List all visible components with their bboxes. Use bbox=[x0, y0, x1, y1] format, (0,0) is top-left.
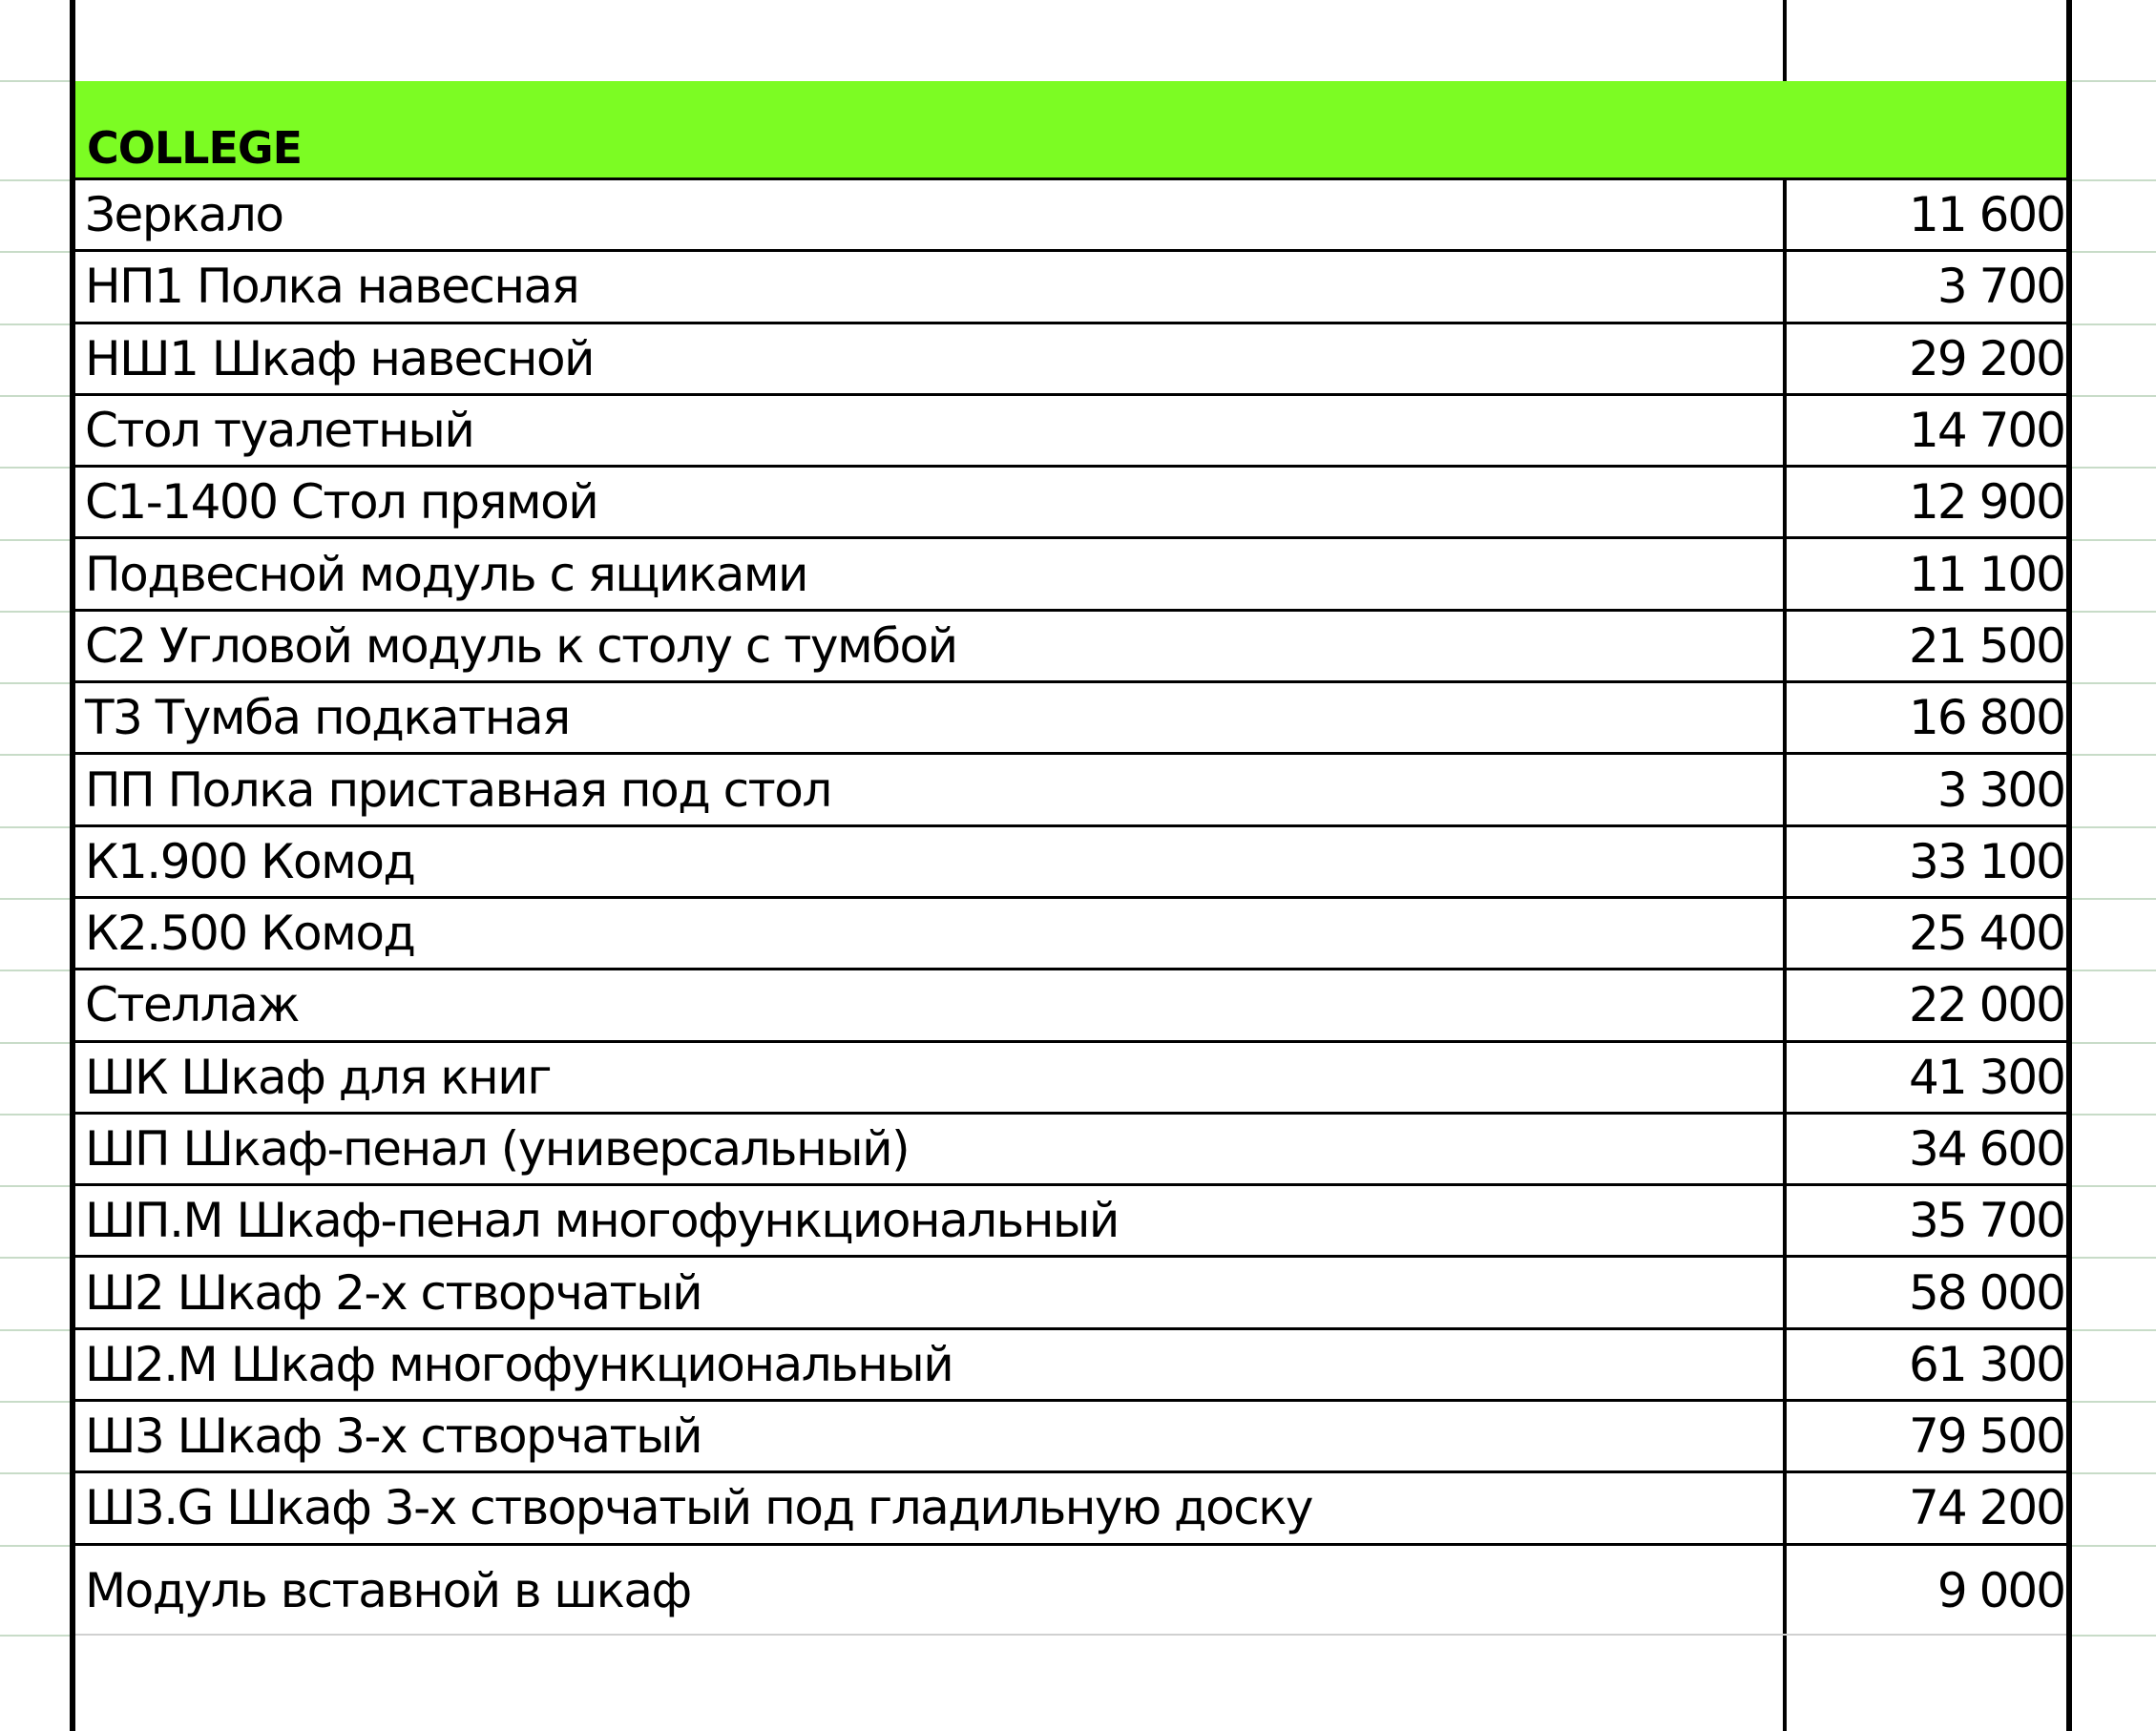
product-price-cell[interactable]: 35 700 bbox=[1909, 1193, 2064, 1249]
product-price-cell[interactable]: 61 300 bbox=[1909, 1336, 2064, 1392]
table-row[interactable] bbox=[75, 1330, 2066, 1402]
table-row[interactable] bbox=[75, 970, 2066, 1042]
table-row[interactable] bbox=[75, 1402, 2066, 1473]
table-row[interactable] bbox=[75, 468, 2066, 539]
product-name-cell[interactable]: Подвесной модуль с ящиками bbox=[85, 546, 808, 602]
product-price-cell[interactable]: 3 300 bbox=[1936, 761, 2064, 818]
product-price-cell[interactable]: 29 200 bbox=[1909, 330, 2064, 386]
product-name-cell[interactable]: Ш2.М Шкаф многофункциональный bbox=[85, 1336, 953, 1392]
table-row[interactable] bbox=[75, 1043, 2066, 1115]
table-row[interactable] bbox=[75, 899, 2066, 970]
product-name-cell[interactable]: Модуль вставной в шкаф bbox=[85, 1562, 691, 1618]
product-price-cell[interactable]: 11 600 bbox=[1909, 187, 2064, 243]
table-row[interactable] bbox=[75, 180, 2066, 252]
product-price-cell[interactable]: 33 100 bbox=[1909, 833, 2064, 889]
table-row[interactable] bbox=[75, 396, 2066, 468]
table-row[interactable] bbox=[75, 252, 2066, 323]
product-price-cell[interactable]: 74 200 bbox=[1909, 1480, 2064, 1536]
product-price-cell[interactable]: 12 900 bbox=[1909, 474, 2064, 531]
product-price-cell[interactable]: 9 000 bbox=[1936, 1562, 2064, 1618]
product-name-cell[interactable]: С1-1400 Стол прямой bbox=[85, 474, 598, 531]
table-row[interactable] bbox=[75, 827, 2066, 899]
product-name-cell[interactable]: С2 Угловой модуль к столу с тумбой bbox=[85, 617, 957, 674]
product-name-cell[interactable]: Зеркало bbox=[85, 187, 283, 243]
category-header-row[interactable] bbox=[75, 81, 2066, 180]
table-row[interactable] bbox=[75, 683, 2066, 755]
product-name-cell[interactable]: Ш3.G Шкаф 3-х створчатый под гладильную доску bbox=[85, 1480, 1312, 1536]
product-name-cell[interactable]: Ш3 Шкаф 3-х створчатый bbox=[85, 1408, 702, 1465]
product-name-cell[interactable]: Стеллаж bbox=[85, 977, 299, 1033]
product-price-cell[interactable]: 11 100 bbox=[1909, 546, 2064, 602]
product-price-cell[interactable]: 14 700 bbox=[1909, 403, 2064, 459]
product-price-cell[interactable]: 22 000 bbox=[1909, 977, 2064, 1033]
table-row[interactable] bbox=[75, 324, 2066, 396]
product-name-cell[interactable]: Ш2 Шкаф 2-х створчатый bbox=[85, 1264, 702, 1321]
product-name-cell[interactable]: НП1 Полка навесная bbox=[85, 259, 579, 315]
table-row[interactable] bbox=[75, 1473, 2066, 1545]
table-row[interactable] bbox=[75, 1186, 2066, 1258]
product-name-cell[interactable]: Стол туалетный bbox=[85, 403, 474, 459]
category-title: COLLEGE bbox=[87, 122, 303, 174]
table-row[interactable] bbox=[75, 1546, 2066, 1636]
product-name-cell[interactable]: Т3 Тумба подкатная bbox=[85, 690, 570, 746]
bottom-gridline bbox=[75, 1634, 2066, 1636]
product-price-cell[interactable]: 34 600 bbox=[1909, 1121, 2064, 1177]
table-row[interactable] bbox=[75, 1115, 2066, 1186]
product-price-cell[interactable]: 25 400 bbox=[1909, 906, 2064, 962]
product-name-cell[interactable]: ШП Шкаф-пенал (универсальный) bbox=[85, 1121, 910, 1177]
product-name-cell[interactable]: НШ1 Шкаф навесной bbox=[85, 330, 595, 386]
table-row[interactable] bbox=[75, 539, 2066, 611]
product-price-cell[interactable]: 58 000 bbox=[1909, 1264, 2064, 1321]
product-price-cell[interactable]: 3 700 bbox=[1936, 259, 2064, 315]
table-row[interactable] bbox=[75, 612, 2066, 683]
product-name-cell[interactable]: ШП.М Шкаф-пенал многофункциональный bbox=[85, 1193, 1119, 1249]
product-name-cell[interactable]: К2.500 Комод bbox=[85, 906, 415, 962]
product-price-cell[interactable]: 16 800 bbox=[1909, 690, 2064, 746]
product-name-cell[interactable]: К1.900 Комод bbox=[85, 833, 415, 889]
price-list bbox=[75, 180, 2066, 1636]
product-price-cell[interactable]: 41 300 bbox=[1909, 1049, 2064, 1105]
product-price-cell[interactable]: 21 500 bbox=[1909, 617, 2064, 674]
product-name-cell[interactable]: ПП Полка приставная под стол bbox=[85, 761, 831, 818]
product-name-cell[interactable]: ШК Шкаф для книг bbox=[85, 1049, 551, 1105]
table-row[interactable] bbox=[75, 1258, 2066, 1329]
table-right-border bbox=[2066, 0, 2072, 1731]
table-row[interactable] bbox=[75, 755, 2066, 826]
product-price-cell[interactable]: 79 500 bbox=[1909, 1408, 2064, 1465]
